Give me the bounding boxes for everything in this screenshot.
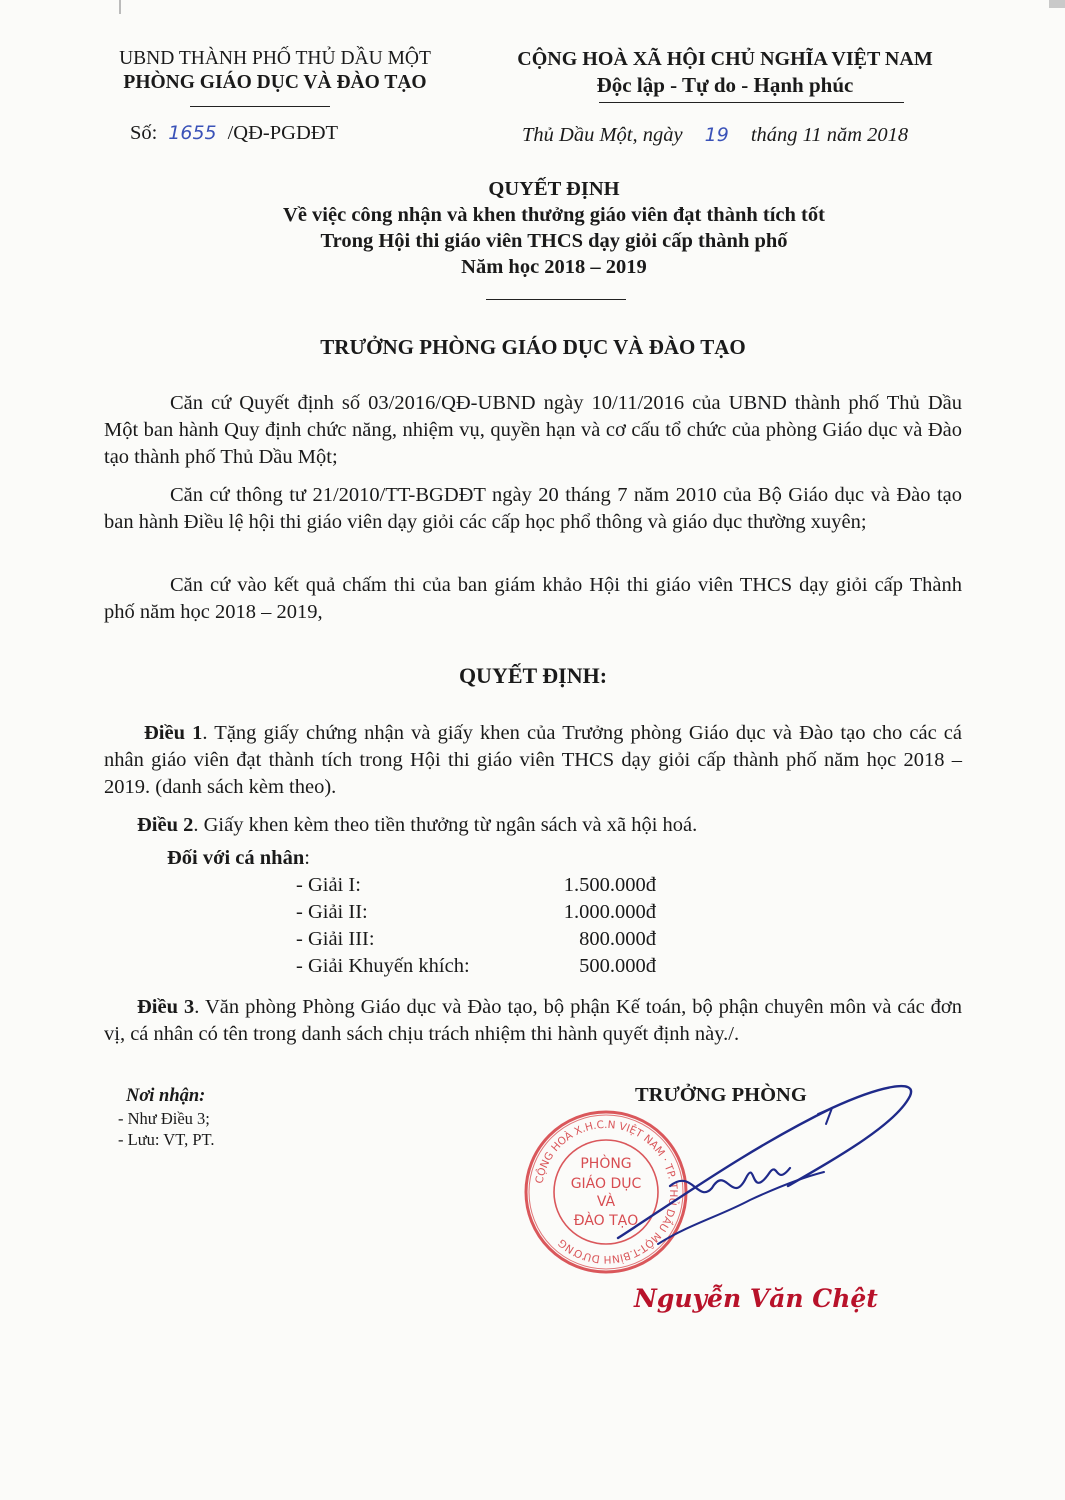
title-line-1: QUYẾT ĐỊNH	[488, 178, 620, 200]
basis-text-2: Căn cứ thông tư 21/2010/TT-BGDĐT ngày 20 tháng 7 năm 2010 của Bộ Giáo dục và Đào tạo ban hành Điều lệ hội thi giáo viên dạy giỏi các cấp học phổ thông và giáo dục thường xuyên;	[104, 484, 962, 533]
basis-text-1: Căn cứ Quyết định số 03/2016/QĐ-UBND ngày 10/11/2016 của UBND thành phố Thủ Dầu Một ban hành Quy định chức năng, nhiệm vụ, quyền hạn và cơ cấu tổ chức của phòng Giáo dục và Đào tạo thành phố Thủ Dầu Một;	[104, 392, 962, 468]
article-1-text: . Tặng giấy chứng nhận và giấy khen của Trưởng phòng Giáo dục và Đào tạo cho các cá nhân giáo viên đạt thành tích trong Hội thi giáo viên THCS dạy giỏi cấp thành phố năm học 2018 – 2019. (danh sách kèm theo).	[104, 722, 963, 798]
document-number	[130, 122, 338, 145]
article-3-label: Điều 3	[137, 996, 195, 1018]
motto-underline	[599, 102, 904, 103]
number-handwritten: 1655	[168, 122, 217, 144]
article-2-text: . Giấy khen kèm theo tiền thưởng từ ngân sách và xã hội hoá.	[193, 814, 698, 836]
date-prefix: Thủ Dầu Một, ngày	[522, 124, 683, 146]
handwritten-signature	[600, 1068, 930, 1288]
basis-paragraph-3	[104, 572, 962, 626]
prize-amount: 800.000đ	[579, 928, 656, 950]
basis-paragraph-1	[104, 390, 962, 471]
title-line-4: Năm học 2018 – 2019	[461, 256, 647, 278]
recipients-title: Nơi nhận:	[126, 1086, 206, 1106]
department-name: PHÒNG GIÁO DỤC VÀ ĐÀO TẠO	[123, 72, 427, 93]
decision-title	[104, 176, 1004, 280]
article-1	[104, 720, 962, 801]
prize-label: - Giải III:	[296, 928, 375, 950]
prize-amount: 500.000đ	[579, 955, 656, 977]
article-3	[104, 994, 962, 1048]
svg-text:PHÒNG: PHÒNG	[580, 1156, 632, 1172]
basis-paragraph-2	[104, 482, 962, 536]
recipient-item: - Lưu: VT, PT.	[118, 1130, 215, 1149]
svg-text:GIÁO DỤC: GIÁO DỤC	[570, 1176, 642, 1192]
national-title: CỘNG HOÀ XÃ HỘI CHỦ NGHĨA VIỆT NAM	[517, 48, 933, 70]
agency-name: UBND THÀNH PHỐ THỦ DẦU MỘT	[119, 48, 431, 69]
header-left-underline	[190, 106, 330, 107]
scan-mark	[1049, 0, 1065, 8]
prize-amount: 1.500.000đ	[563, 874, 656, 896]
prize-label: - Giải Khuyến khích:	[296, 955, 470, 977]
svg-text:ĐÀO TẠO: ĐÀO TẠO	[573, 1213, 639, 1229]
document-date	[522, 124, 908, 147]
svg-text:VÀ: VÀ	[596, 1194, 616, 1210]
signer-name: Nguyễn Văn Chệt	[634, 1284, 878, 1313]
number-suffix: /QĐ-PGDĐT	[227, 122, 339, 144]
individual-heading	[167, 847, 310, 870]
individual-colon: :	[304, 847, 310, 869]
decision-heading: QUYẾT ĐỊNH:	[458, 663, 608, 688]
scan-mark	[119, 0, 121, 14]
number-prefix: Số:	[130, 122, 158, 144]
individual-label: Đối với cá nhân	[167, 847, 305, 869]
national-motto: Độc lập - Tự do - Hạnh phúc	[596, 73, 854, 97]
signer-title: TRƯỞNG PHÒNG	[635, 1084, 807, 1106]
prize-amount: 1.000.000đ	[563, 901, 656, 923]
title-underline	[486, 299, 626, 300]
prize-label: - Giải I:	[296, 874, 361, 896]
issuing-authority: TRƯỞNG PHÒNG GIÁO DỤC VÀ ĐÀO TẠO	[320, 335, 746, 359]
prize-label: - Giải II:	[296, 901, 368, 923]
article-1-label: Điều 1	[144, 722, 203, 744]
header-left	[92, 48, 458, 94]
title-line-2: Về việc công nhận và khen thưởng giáo viên đạt thành tích tốt	[283, 204, 825, 226]
article-2	[104, 812, 962, 839]
date-suffix: tháng 11 năm 2018	[750, 124, 909, 146]
header-right	[488, 48, 962, 98]
article-3-text: . Văn phòng Phòng Giáo dục và Đào tạo, bộ phận Kế toán, bộ phận chuyên môn và các đơn vị, cá nhân có tên trong danh sách chịu trách nhiệm thi hành quyết định này./.	[104, 996, 962, 1045]
recipient-item: - Như Điều 3;	[118, 1109, 210, 1128]
recipients	[118, 1086, 214, 1150]
basis-text-3: Căn cứ vào kết quả chấm thi của ban giám khảo Hội thi giáo viên THCS dạy giỏi cấp Thành phố năm học 2018 – 2019,	[104, 574, 962, 623]
title-line-3: Trong Hội thi giáo viên THCS dạy giỏi cấp thành phố	[320, 230, 788, 252]
article-2-label: Điều 2	[137, 814, 194, 836]
svg-text:CỘNG HOÀ X.H.C.N VIỆT NAM · TP: CỘNG HOÀ X.H.C.N VIỆT NAM · TP. THỦ DẦU MỘT-T.BÌNH DƯƠNG	[533, 1118, 680, 1266]
date-day-handwritten: 19	[704, 124, 729, 146]
signature-graphic	[600, 1068, 930, 1288]
